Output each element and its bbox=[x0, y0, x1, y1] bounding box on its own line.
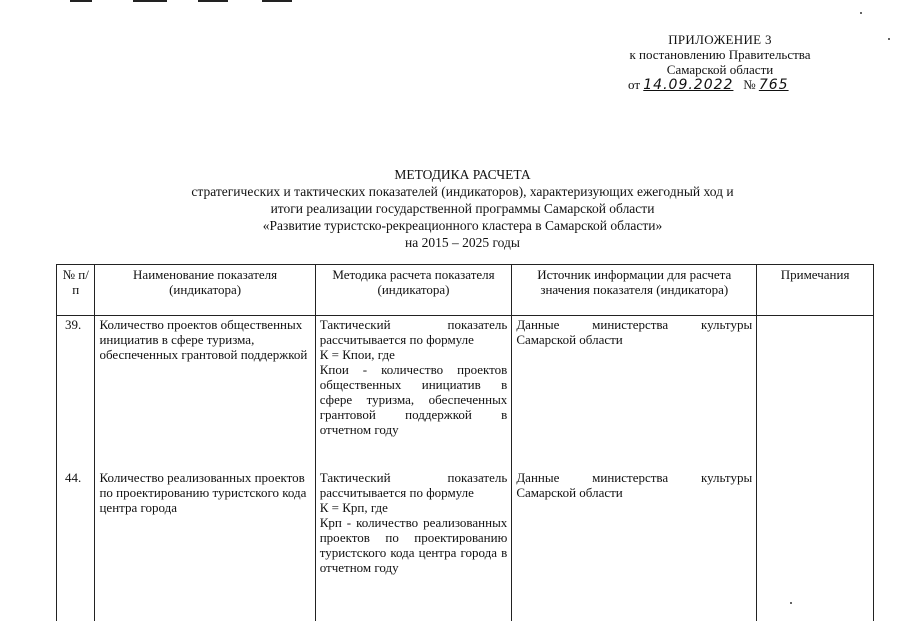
method-description: Крп - количество реализованных проектов по проектированию туристского кода центра города в отчетном году bbox=[319, 515, 508, 575]
title-heading: МЕТОДИКА РАСЧЕТА bbox=[394, 167, 531, 182]
table-row bbox=[57, 468, 874, 621]
header-method: Методика расчета показателя (индикатора) bbox=[315, 265, 512, 316]
method-formula: К = Кпои, где bbox=[319, 347, 395, 362]
row-num: 44. bbox=[57, 468, 95, 621]
row-source: Данные министерства культуры Самарской области bbox=[512, 468, 757, 621]
header-source: Источник информации для расчета значения показателя (индикатора) bbox=[512, 265, 757, 316]
table-row bbox=[57, 316, 874, 469]
row-indicator-name: Количество проектов общественных инициатив в сфере туризма, обеспеченных грантовой поддержкой bbox=[95, 316, 315, 469]
date-prefix: от bbox=[628, 77, 641, 92]
scan-speck bbox=[888, 38, 890, 40]
appendix-label: ПРИЛОЖЕНИЕ 3 bbox=[668, 32, 772, 47]
title-subline-2: итоги реализации государственной программы Самарской области bbox=[270, 201, 655, 216]
row-num: 39. bbox=[57, 316, 95, 469]
handwritten-number: 765 bbox=[758, 77, 789, 93]
table-header-row bbox=[57, 265, 874, 316]
appendix-date-line bbox=[600, 77, 840, 93]
document-title bbox=[150, 166, 775, 251]
row-source: Данные министерства культуры Самарской области bbox=[512, 316, 757, 469]
appendix-header bbox=[600, 32, 840, 93]
number-prefix: № bbox=[743, 77, 756, 92]
scan-speck bbox=[790, 602, 792, 604]
row-notes bbox=[757, 468, 874, 621]
method-intro: Тактический показатель рассчитывается по формуле bbox=[319, 317, 508, 347]
header-num: № п/п bbox=[57, 265, 95, 316]
header-name: Наименование показателя (индикатора) bbox=[95, 265, 315, 316]
indicators-table bbox=[56, 264, 874, 621]
row-indicator-name: Количество реализованных проектов по проектированию туристского кода центра города bbox=[95, 468, 315, 621]
method-intro: Тактический показатель рассчитывается по формуле bbox=[319, 470, 508, 500]
header-notes: Примечания bbox=[757, 265, 874, 316]
row-method bbox=[315, 468, 512, 621]
title-subline-4: на 2015 – 2025 годы bbox=[405, 235, 520, 250]
title-subline-3: «Развитие туристско-рекреационного кластера в Самарской области» bbox=[262, 218, 663, 233]
method-formula: К = Крп, где bbox=[319, 500, 388, 515]
appendix-region-line: Самарской области bbox=[666, 62, 774, 77]
title-subline-1: стратегических и тактических показателей (индикаторов), характеризующих ежегодный ход и bbox=[191, 184, 734, 199]
method-description: Кпои - количество проектов общественных инициатив в сфере туризма, обеспеченных грантовой поддержкой в отчетном году bbox=[319, 362, 508, 437]
row-notes bbox=[757, 316, 874, 469]
scan-speck bbox=[860, 12, 862, 14]
appendix-decree-line: к постановлению Правительства bbox=[629, 47, 811, 62]
row-method bbox=[315, 316, 512, 469]
handwritten-date: 14.09.2022 bbox=[643, 77, 734, 93]
